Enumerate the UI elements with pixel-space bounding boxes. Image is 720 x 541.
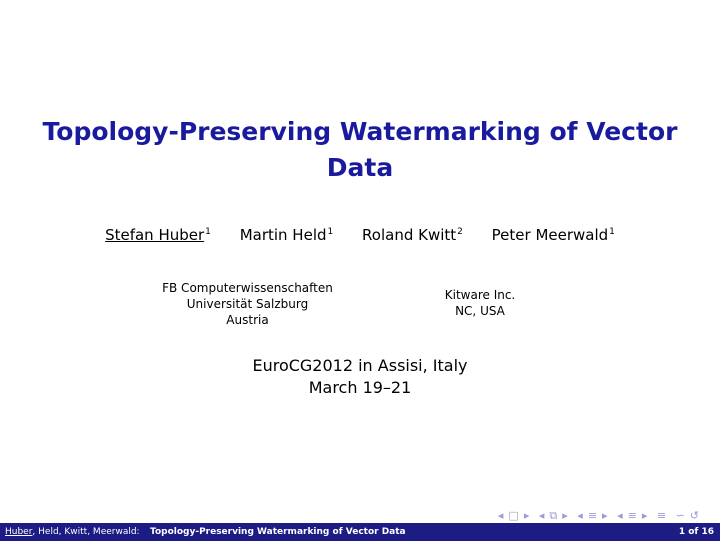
nav-search-icon[interactable]: ∽: [675, 509, 686, 522]
author-held: [240, 226, 334, 244]
affiliation-line: Universität Salzburg: [186, 297, 309, 311]
nav-prev-frame-icon[interactable]: ◂: [497, 509, 505, 522]
beamer-navigation: [496, 509, 702, 523]
affiliation-line: Kitware Inc.: [444, 288, 516, 302]
author-affiliation-mark: 2: [457, 227, 463, 237]
nav-subsection-icon[interactable]: ⧉: [549, 509, 559, 522]
nav-next-frame-icon[interactable]: ▸: [523, 509, 531, 522]
affiliation-kitware: [400, 287, 560, 319]
slide-title: Topology-Preserving Watermarking of Vector Data: [42, 117, 678, 182]
author-kwitt: [362, 226, 463, 244]
nav-prev-subsection-icon[interactable]: ◂: [538, 509, 546, 522]
author-huber: [105, 226, 211, 244]
author-meerwald: [492, 226, 615, 244]
nav-toc-icon[interactable]: ≡: [656, 509, 668, 522]
nav-frame-icon[interactable]: □: [508, 509, 520, 522]
author-affiliation-mark: 1: [609, 227, 615, 237]
footer-presenter: Huber: [5, 527, 33, 537]
footer-page-number: 1 of 16: [678, 527, 714, 537]
nav-back-icon[interactable]: ↺: [689, 509, 700, 522]
footer-bar: [0, 523, 720, 541]
author-name: Roland Kwitt: [362, 226, 457, 244]
affiliation-line: NC, USA: [455, 304, 505, 318]
author-affiliation-mark: 1: [327, 227, 334, 237]
nav-prev-doc-icon[interactable]: ◂: [617, 509, 624, 522]
affiliation-salzburg: [140, 280, 355, 328]
footer-title: Topology-Preserving Watermarking of Vector Data: [150, 527, 406, 537]
nav-prev-section-icon[interactable]: ◂: [577, 509, 584, 522]
footer-authors: [5, 523, 140, 541]
nav-next-doc-icon[interactable]: ▸: [641, 509, 649, 522]
author-name: Martin Held: [239, 226, 327, 244]
affiliation-line: FB Computerwissenschaften: [162, 281, 333, 295]
footer-coauthors: , Held, Kwitt, Meerwald:: [32, 527, 140, 537]
author-list: [0, 226, 720, 244]
nav-section-icon[interactable]: ≡: [587, 509, 599, 522]
event-info: [0, 355, 720, 399]
author-name: Stefan Huber: [105, 226, 205, 244]
author-name: Peter Meerwald: [491, 226, 609, 244]
nav-next-section-icon[interactable]: ▸: [602, 509, 609, 522]
nav-next-subsection-icon[interactable]: ▸: [562, 509, 569, 522]
event-name: EuroCG2012 in Assisi, Italy: [252, 356, 468, 375]
nav-doc-icon[interactable]: ≡: [627, 509, 638, 522]
event-date: March 19–21: [308, 378, 412, 397]
author-affiliation-mark: 1: [205, 227, 211, 237]
affiliation-line: Austria: [226, 313, 269, 327]
